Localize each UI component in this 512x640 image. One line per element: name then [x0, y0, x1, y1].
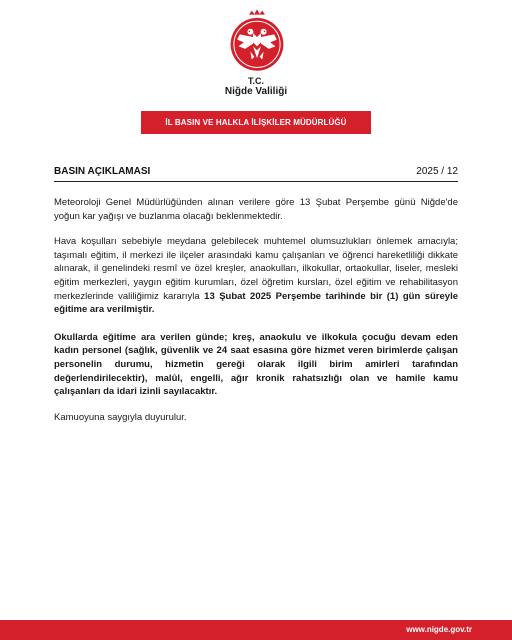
double-headed-eagle-emblem-icon — [224, 8, 290, 74]
footer-bar — [0, 620, 512, 640]
press-release-number: 2025 / 12 — [416, 166, 458, 177]
closure-text: Hava koşulları sebebiyle meydana gelebilecek muhtemel olumsuzlukları önlemek amacıyla; taşımalı eğitim, il merkezi ile ilçeler arasındaki kamu çalışanları ve öğrenci hareketliliği dikkate alınarak, il genelindeki resmî ve özel kreşler, anaokulları, ilkokullar, ortaokullar, liseler, mesleki eğitim merkezleri, yaygın eğitim kurumları, özel öğretim kursları, özel eğitim ve rehabilitasyon merkezlerinde valiliğimiz kararıyla — [54, 236, 458, 302]
press-release-body — [54, 196, 458, 436]
org-line-tc: T.C. — [247, 76, 264, 86]
title-divider — [54, 181, 458, 182]
department-banner: İL BASIN VE HALKLA İLİŞKİLER MÜDÜRLÜĞÜ — [141, 111, 371, 134]
paragraph-school-closure — [54, 235, 458, 317]
paragraph-closing: Kamuoyuna saygıyla duyurulur. — [54, 411, 187, 423]
org-name: Niğde Valiliği — [224, 86, 288, 97]
paragraph-administrative-leave: Okullarda eğitime ara verilen günde; kreş, anaokulu ve ilkokula çocuğu devam eden kadın personel (sağlık, güvenlik ve 24 saat esasına göre hizmet veren birimlerde çalışan personelin durumu, hizmetin gereği olarak ilgili birim amirleri tarafından değerlendirilecektir), malûl, engelli, ağır kronik rahatsızlığı olan ve hamile kamu çalışanları da idari izinli sayılacaktır. — [54, 331, 458, 398]
press-release-title: BASIN AÇIKLAMASI — [54, 166, 151, 177]
paragraph-weather-forecast: Meteoroloji Genel Müdürlüğünden alınan verilere göre 13 Şubat Perşembe günü Niğde'de yoğun kar yağışı ve buzlanma olacağı beklenmektedir. — [54, 197, 458, 222]
closure-date-emphasis: 13 Şubat 2025 Perşembe tarihinde bir (1) gün süreyle eğitime ara verilmiştir. — [54, 290, 458, 316]
footer-website-link[interactable]: www.nigde.gov.tr — [406, 625, 472, 634]
